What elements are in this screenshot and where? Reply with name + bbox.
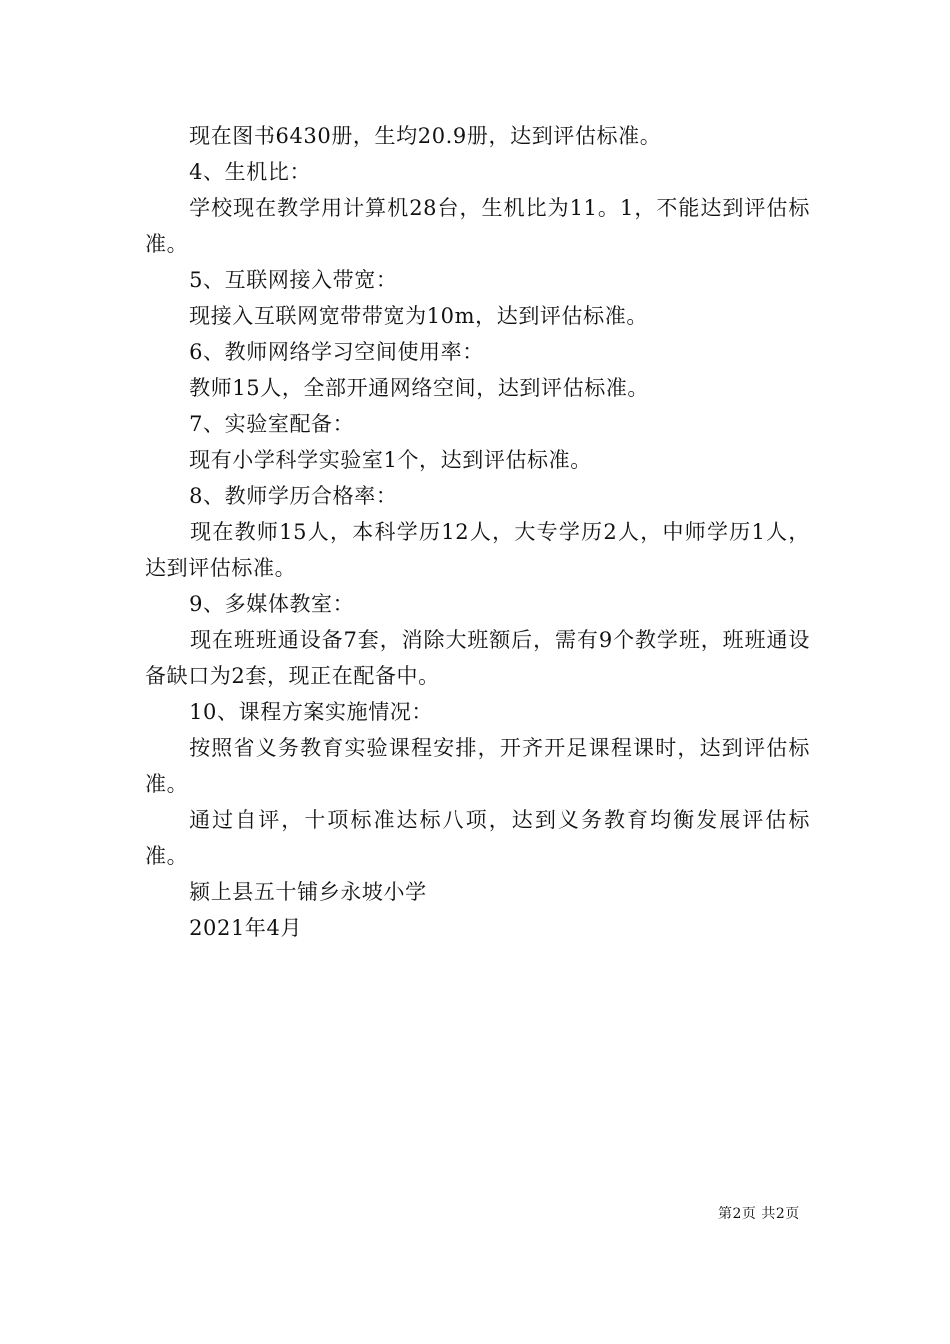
paragraph-bandwidth: 现接入互联网宽带带宽为10m，达到评估标准。 bbox=[189, 304, 648, 328]
paragraph-conclusion: 通过自评，十项标准达标八项，达到义务教育均衡发展评估标准。 bbox=[145, 808, 810, 868]
heading-teacher-qualification: 8、教师学历合格率： bbox=[189, 484, 398, 508]
paragraph-computers: 学校现在教学用计算机28台，生机比为11。1，不能达到评估标准。 bbox=[145, 196, 810, 256]
signature-date: 2021年4月 bbox=[189, 916, 303, 940]
page-footer: 第2页 共2页 bbox=[718, 1206, 800, 1222]
heading-multimedia-classroom: 9、多媒体教室： bbox=[189, 592, 355, 616]
heading-laboratory: 7、实验室配备： bbox=[189, 412, 355, 436]
paragraph-multimedia: 现在班班通设备7套，消除大班额后，需有9个教学班，班班通设备缺口为2套，现正在配备中。 bbox=[145, 628, 810, 688]
signature-school: 颍上县五十铺乡永坡小学 bbox=[189, 880, 427, 904]
paragraph-curriculum: 按照省义务教育实验课程安排，开齐开足课程课时，达到评估标准。 bbox=[145, 736, 810, 796]
paragraph-teacher-network: 教师15人，全部开通网络空间，达到评估标准。 bbox=[189, 376, 650, 400]
heading-curriculum: 10、课程方案实施情况： bbox=[189, 700, 434, 724]
paragraph-laboratory: 现有小学科学实验室1个，达到评估标准。 bbox=[189, 448, 592, 472]
heading-student-computer-ratio: 4、生机比： bbox=[189, 160, 312, 184]
document-body bbox=[145, 118, 810, 946]
heading-internet-bandwidth: 5、互联网接入带宽： bbox=[189, 268, 398, 292]
heading-teacher-network-space: 6、教师网络学习空间使用率： bbox=[189, 340, 484, 364]
paragraph-books: 现在图书6430册，生均20.9册，达到评估标准。 bbox=[189, 124, 662, 148]
paragraph-teacher-qualification: 现在教师15人，本科学历12人，大专学历2人，中师学历1人，达到评估标准。 bbox=[145, 520, 810, 580]
